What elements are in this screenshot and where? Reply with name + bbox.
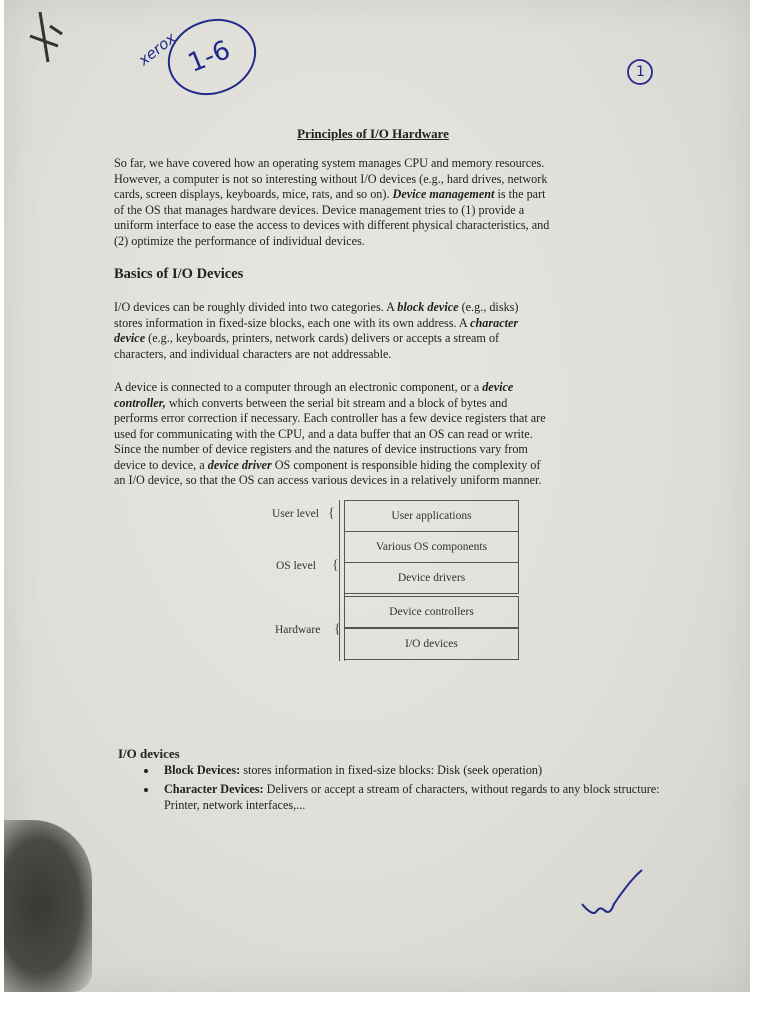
term-device: device — [114, 331, 146, 345]
basics-paragraph-1: I/O devices can be roughly divided into two categories. A block device (e.g., disks) stores information in fixed-size blocks, each one with its own address. A character device (e.g., keyboards, printers, network cards) delivers or accepts a stream of characters, and individual characters are not addressable. — [114, 300, 519, 361]
level-os: OS level — [276, 560, 316, 572]
section-heading-basics: Basics of I/O Devices — [114, 266, 244, 282]
handwritten-xerox: xerox — [134, 28, 180, 70]
term-device-controller-2: controller, — [114, 395, 166, 410]
brace-user: { — [328, 506, 335, 521]
intro-paragraph — [114, 156, 644, 249]
layer-user-applications: User applications — [344, 500, 519, 532]
brace-hardware: { — [334, 622, 341, 637]
term-device-management: Device management — [392, 187, 495, 201]
intro-line-5: uniform interface to ease the access to devices with different physical characteristics, and — [114, 218, 550, 232]
page-title: Principles of I/O Hardware — [297, 126, 449, 141]
level-hardware: Hardware — [275, 624, 321, 636]
corner-scribble — [30, 12, 62, 62]
intro-line-6: (2) optimize the performance of individual devices. — [114, 233, 365, 248]
checkmark — [582, 870, 642, 913]
layer-io-devices: I/O devices — [344, 628, 519, 660]
intro-line-1: So far, we have covered how an operating system manages CPU and memory resources. — [114, 156, 545, 170]
io-devices-heading: I/O devices — [118, 746, 180, 761]
io-layer-diagram — [262, 500, 524, 662]
intro-line-2: However, a computer is not so interesting without I/O devices (e.g., hard drives, network — [114, 171, 548, 186]
term-character: character — [470, 315, 519, 330]
brace-os: { — [332, 558, 339, 573]
layer-os-components: Various OS components — [344, 531, 519, 563]
layer-device-drivers: Device drivers — [344, 562, 519, 594]
list-item-character: • Character Devices: Delivers or accept a stream of characters, without regards to any block structure: Printer, network interfaces,... — [158, 781, 680, 813]
page-number: 1 — [636, 64, 645, 80]
term-block-device: block device — [397, 300, 459, 314]
intro-line-4: of the OS that manages hardware devices. Device management tries to (1) provide a — [114, 202, 525, 217]
io-devices-list — [140, 762, 680, 816]
basics-paragraph-2: A device is connected to a computer through an electronic component, or a device controller, which converts between the serial bit stream and a block of bytes and performs error correction if necessary. Each controller has a few device registers that are used for communicating with the CPU, and a data buffer that an OS can read or write. Since the number of device registers and the natures of device instructions vary from device to device, a device driver OS component is responsible hiding the complexity of an I/O device, so that the OS can access various devices in a relatively uniform manner. — [114, 380, 546, 487]
layer-device-controllers: Device controllers — [344, 596, 519, 628]
term-device-controller-1: device — [482, 380, 514, 394]
term-device-driver: device driver — [207, 457, 272, 472]
list-item-block: • Block Devices: stores information in fixed-size blocks: Disk (seek operation) — [158, 762, 680, 778]
handwritten-range: 1-6 — [183, 35, 235, 79]
intro-line-3: cards, screen displays, keyboards, mice, rats, and so on). Device management is the part — [114, 187, 546, 201]
level-user: User level — [272, 508, 319, 520]
